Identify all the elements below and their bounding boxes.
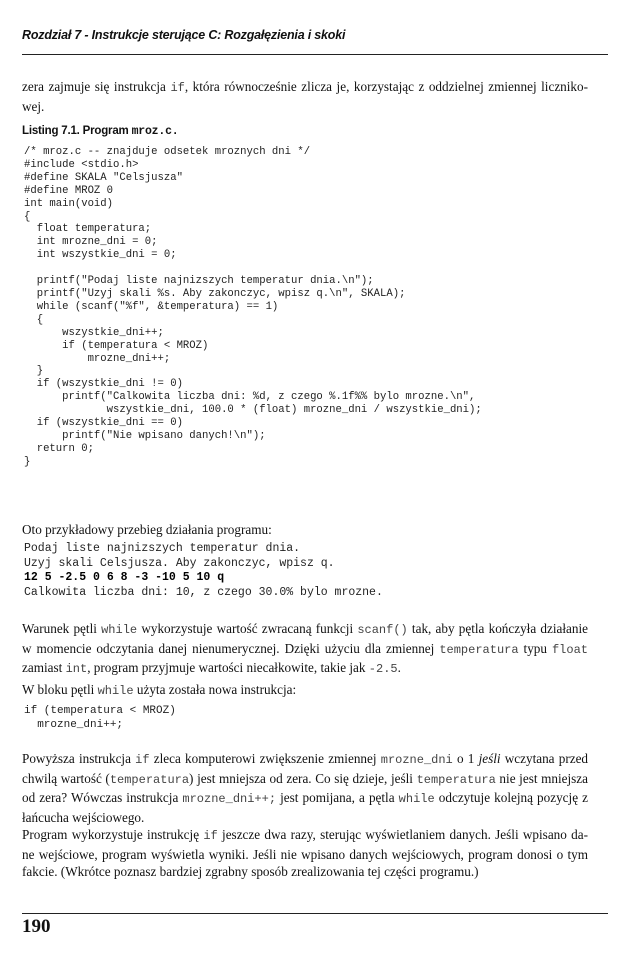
sample-intro: Oto przykładowy przebieg działania programu: [22, 522, 272, 537]
listing-filename: mroz.c. [131, 125, 179, 138]
warunek-t6: , program przyjmuje wartości niecałkowite, takie jak [87, 660, 369, 675]
footer-divider [22, 913, 608, 914]
header-divider [22, 54, 608, 55]
warunek-t1: Warunek pętli [22, 621, 102, 636]
explain-c3: temperatura [109, 772, 190, 787]
explain-c4: temperatura [416, 772, 496, 787]
running-header: Rozdział 7 - Instrukcje sterujące C: Rozgałęzienia i skoki [22, 28, 346, 42]
explain-t3: o 1 [452, 751, 479, 766]
final-t2: jeszcze dwa razy, sterując wyświetlaniem danych. Jeśli wpisano da-ne wejściowe, program wyświetla wyniki. Jeśli nie wpisano danych wejściowych, program donosi o tym fakcie. (Wkrótce poznasz bardziej zgrabny sposób zrealizowania tej części programu.) [22, 827, 588, 879]
warunek-paragraph [22, 620, 588, 679]
explain-t1: Powyższa instrukcja [22, 751, 136, 766]
explain-t7: jest pomijana, a pętla [276, 790, 399, 805]
intro-text-1: zera zajmuje się instrukcja [22, 79, 171, 94]
intro-text-2: , która równocześnie zlicza je, korzystając z oddzielnej zmiennej liczniko-wej. [22, 79, 589, 114]
explain-c5: mrozne_dni++; [182, 792, 277, 806]
explain-c1: if [135, 753, 150, 767]
warunek-t5: zamiast [22, 660, 66, 675]
sample-output [24, 542, 383, 600]
warunek-t7: . [397, 660, 401, 675]
block-code: if (temperatura < MROZ) mrozne_dni++; [24, 705, 176, 731]
explain-t2: zleca komputerowi zwiększenie zmiennej [149, 751, 381, 766]
explain-c2: mrozne_dni [380, 753, 453, 767]
block-t1: W bloku pętli [22, 682, 98, 697]
output-line-1: Podaj liste najnizszych temperatur dnia. [24, 542, 301, 555]
explain-c6: while [398, 792, 435, 806]
warunek-t4: typu [518, 640, 552, 656]
final-t1: Program wykorzystuje instrukcję [22, 827, 204, 842]
listing-caption [22, 125, 178, 138]
block-paragraph [22, 681, 588, 701]
page-number: 190 [22, 916, 51, 937]
final-c1: if [203, 829, 218, 843]
warunek-c1: while [101, 623, 138, 637]
warunek-c4: float [551, 642, 588, 657]
intro-code-if: if [170, 81, 185, 95]
explain-t6: nie jest mniejsza od zera? Wówczas instrukcja [22, 770, 588, 805]
output-line-4: Calkowita liczba dni: 10, z czego 30.0% bylo mrozne. [24, 585, 383, 599]
explain-paragraph [22, 750, 588, 826]
warunek-c5: int [65, 662, 88, 676]
warunek-t3: tak, aby pętla kończyła działanie w momencie odczytania danej nienumerycznej. Dzięki użyciu dla zmiennej [22, 621, 588, 656]
listing-prefix: Listing 7.1. Program [22, 125, 132, 137]
explain-t5: ) jest mniejsza od zera. Co się dzieje, jeśli [189, 770, 417, 786]
final-paragraph [22, 826, 588, 881]
listing-code: /* mroz.c -- znajduje odsetek mroznych dni */ #include <stdio.h> #define SKALA "Celsjusza" #define MROZ 0 int main(void) { float temperatura; int mrozne_dni = 0; int wszystkie_dni = 0; printf("Podaj liste najnizszych temperatur dnia.\n"); printf("Uzyj skali %s. Aby zakonczyc, wpisz q.\n", SKALA); while (scanf("%f", &temperatura) == 1) { wszystkie_dni++; if (temperatura < MROZ) mrozne_dni++; } if (wszystkie_dni != 0) printf("Calkowita liczba dni: %d, z czego %.1f%% bylo mrozne.\n", wszystkie_dni, 100.0 * (float) mrozne_dni / wszystkie_dni); if (wszystkie_dni == 0) printf("Nie wpisano danych!\n"); return 0; } [24, 146, 482, 468]
block-c1: while [97, 684, 134, 698]
warunek-c3: temperatura [439, 642, 519, 657]
explain-emphasis: jeśli [478, 751, 501, 766]
warunek-c6: -2.5 [368, 662, 398, 676]
output-line-2: Uzyj skali Celsjusza. Aby zakonczyc, wpisz q. [24, 556, 335, 570]
explain-t8: odczytuje kolejną pozycję z łańcucha wejściowego. [22, 790, 589, 825]
warunek-c2: scanf() [357, 623, 408, 637]
output-line-3-user-input: 12 5 -2.5 0 6 8 -3 -10 5 10 q [24, 571, 225, 585]
explain-t4: wczytana przed chwilą wartość ( [22, 751, 589, 786]
warunek-t2: wykorzystuje wartość zwracaną funkcji [137, 621, 358, 636]
block-t2: użyta została nowa instrukcja: [133, 682, 297, 697]
intro-paragraph [22, 78, 588, 115]
